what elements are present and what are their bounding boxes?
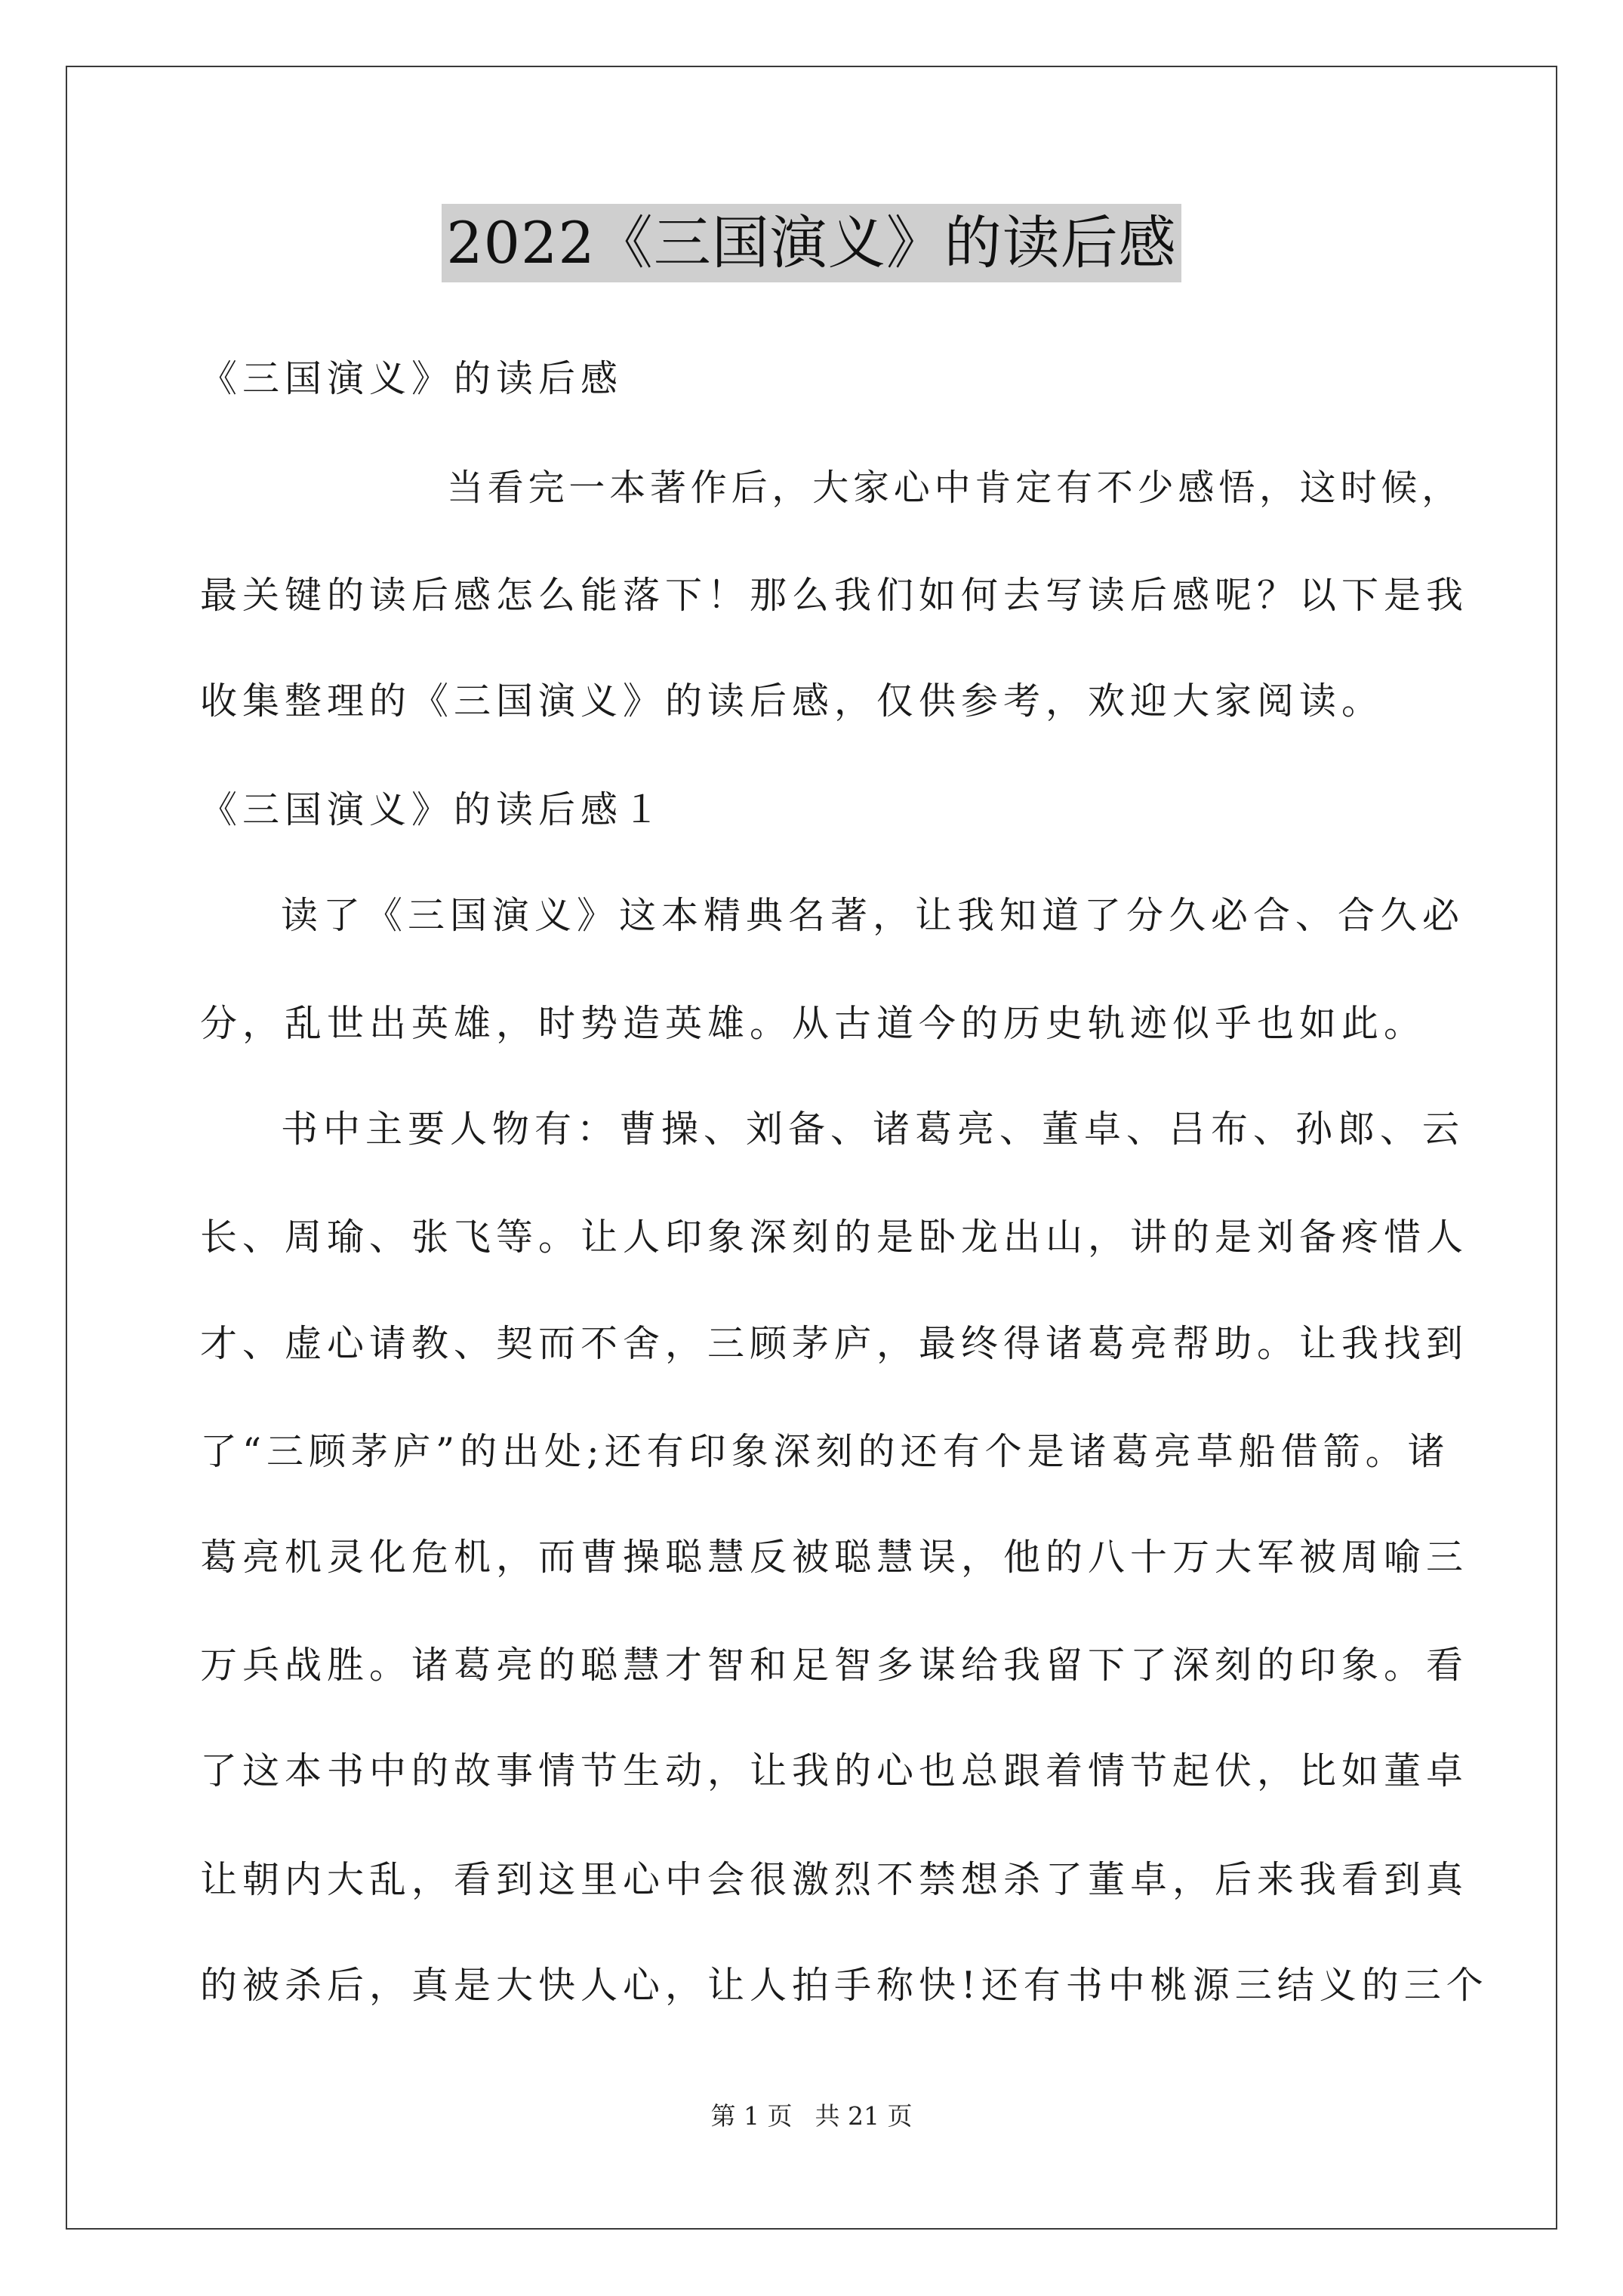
paragraph-line: 分，乱世出英雄，时势造英雄。从古道今的历史轨迹似乎也如此。 (200, 1002, 1427, 1045)
paragraph-line: 长、周瑜、张飞等。让人印象深刻的是卧龙出山，讲的是刘备疼惜人 (200, 1216, 1469, 1259)
paragraph-line: 读了《三国演义》这本精典名著，让我知道了分久必合、合久必 (281, 894, 1465, 937)
document-title: 2022《三国演义》的读后感 (442, 204, 1181, 282)
section-heading: 《三国演义》的读后感 (200, 357, 624, 400)
paragraph-line: 万兵战胜。诸葛亮的聪慧才智和足智多谋给我留下了深刻的印象。看 (200, 1644, 1469, 1687)
section-heading: 《三国演义》的读后感１ (200, 788, 666, 831)
paragraph-line: 收集整理的《三国演义》的读后感，仅供参考，欢迎大家阅读。 (200, 680, 1384, 723)
page-number: 第 1 页 (710, 2101, 793, 2131)
paragraph-line: 当看完一本著作后，大家心中肯定有不少感悟，这时候， (447, 467, 1463, 509)
paragraph-line: 最关键的读后感怎么能落下！那么我们如何去写读后感呢？以下是我 (200, 574, 1469, 617)
paragraph-line: 了这本书中的故事情节生动，让我的心也总跟着情节起伏，比如董卓 (200, 1749, 1469, 1792)
page-footer (0, 2101, 1623, 2131)
title-container (0, 204, 1623, 282)
paragraph-line: 书中主要人物有：曹操、刘备、诸葛亮、董卓、吕布、孙郎、云 (281, 1108, 1465, 1151)
paragraph-line: 葛亮机灵化危机，而曹操聪慧反被聪慧误，他的八十万大军被周喻三 (200, 1536, 1469, 1579)
paragraph-line: 让朝内大乱，看到这里心中会很激烈不禁想杀了董卓，后来我看到真 (200, 1858, 1469, 1901)
page-total: 共 21 页 (815, 2101, 913, 2131)
paragraph-line: 了“三顾茅庐”的出处;还有印象深刻的还有个是诸葛亮草船借箭。诸 (200, 1430, 1450, 1473)
paragraph-line: 的被杀后，真是大快人心，让人拍手称快!还有书中桃源三结义的三个 (200, 1964, 1489, 2007)
paragraph-line: 才、虚心请教、契而不舍，三顾茅庐，最终得诸葛亮帮助。让我找到 (200, 1322, 1469, 1365)
